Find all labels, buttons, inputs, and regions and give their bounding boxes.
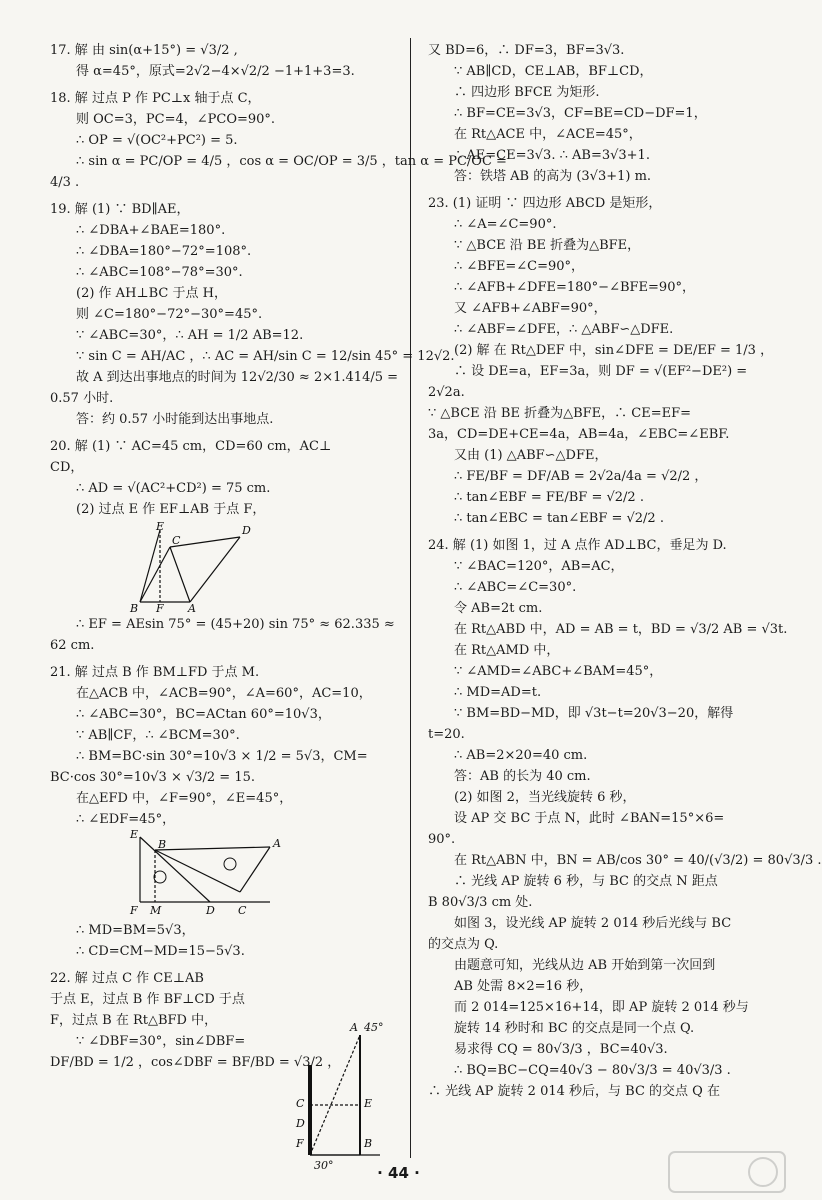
text-line: ∴ AD = √(AC²+CD²) = 75 cm. <box>76 481 271 496</box>
text-line: 在 Rt△AMD 中， <box>454 643 560 658</box>
text-line: ∴ ∠EDF=45°， <box>76 812 176 827</box>
figure-label: D <box>296 1117 305 1130</box>
text-line: ∵ ∠AMD=∠ABC+∠BAM=45°， <box>454 664 663 679</box>
text-line: 则 OC=3，PC=4，∠PCO=90°. <box>76 112 276 127</box>
text-line: ∴ MD=AD=t. <box>454 685 542 700</box>
text-line: ∴ ∠A=∠C=90°. <box>454 217 557 232</box>
figure-label: B <box>158 838 167 851</box>
text-line: ∴ OP = √(OC²+PC²) = 5. <box>76 133 238 148</box>
figure-line <box>240 847 270 892</box>
figure-label: E <box>364 1097 373 1110</box>
text-line: 62 cm. <box>50 638 95 653</box>
figure-line <box>170 547 190 602</box>
figure-label: A <box>188 602 196 615</box>
watermark-logo <box>667 1150 787 1194</box>
text-line: 而 2 014=125×16+14，即 AP 旋转 2 014 秒与 <box>454 1000 749 1015</box>
text-line: ∴ 设 DE=a，EF=3a，则 DF = √(EF²−DE²) = <box>454 364 748 379</box>
text-line: (2) 作 AH⊥BC 于点 H， <box>76 286 227 301</box>
text-line: ∴ CD=CM−MD=15−5√3. <box>76 944 245 959</box>
text-line: 2√2a. <box>428 385 465 400</box>
text-line: ∴ ∠DBA=180°−72°=108°. <box>76 244 252 259</box>
text-line: 18. 解 过点 P 作 PC⊥x 轴于点 C， <box>50 91 261 106</box>
text-line: 由题意可知，光线从边 AB 开始到第一次回到 <box>454 958 716 973</box>
text-line: ∴ ∠ABC=108°−78°=30°. <box>76 265 243 280</box>
text-line: 的交点为 Q. <box>428 937 499 952</box>
text-line: ∴ ∠ABC=∠C=30°. <box>454 580 577 595</box>
figure-label: C <box>172 534 181 547</box>
text-line: ∴ AE=CE=3√3. ∴ AB=3√3+1. <box>454 148 650 163</box>
text-line: 易求得 CQ = 80√3/3 ，BC=40√3. <box>454 1042 668 1057</box>
text-line: 20. 解 (1) ∵ AC=45 cm，CD=60 cm，AC⊥ <box>50 439 332 454</box>
text-line: 4/3 . <box>50 175 80 190</box>
text-line: 在△EFD 中，∠F=90°，∠E=45°， <box>76 791 293 806</box>
text-line: 设 AP 交 BC 于点 N，此时 ∠BAN=15°×6= <box>454 811 725 826</box>
text-line: ∵ AB∥CF，∴ ∠BCM=30°. <box>76 728 240 743</box>
figure-label: 30° <box>314 1159 334 1172</box>
text-line: 0.57 小时. <box>50 391 114 406</box>
text-line: ∴ 光线 AP 旋转 6 秒，与 BC 的交点 N 距点 <box>454 874 718 889</box>
text-line: ∵ BM=BD−MD，即 √3t−t=20√3−20，解得 <box>454 706 734 721</box>
figure-line <box>140 837 210 902</box>
text-line: (2) 如图 2，当光线旋转 6 秒， <box>454 790 636 805</box>
text-line: ∵ AB∥CD，CE⊥AB，BF⊥CD， <box>454 64 653 79</box>
text-line: ∵ ∠BAC=120°，AB=AC， <box>454 559 624 574</box>
text-line: ∴ BF=CE=3√3，CF=BE=CD−DF=1， <box>454 106 707 121</box>
figure-line <box>170 537 240 547</box>
text-line: (2) 过点 E 作 EF⊥AB 于点 F， <box>76 502 266 517</box>
text-line: ∴ BM=BC·sin 30°=10√3 × 1/2 = 5√3，CM= <box>76 749 368 764</box>
figure-line <box>190 537 240 602</box>
text-line: 在 Rt△ABN 中，BN = AB/cos 30° = 40/(√3/2) = 80√3/3 . <box>454 853 822 868</box>
text-line: 在 Rt△ABD 中，AD = AB = t，BD = √3/2 AB = √3t. <box>454 622 788 637</box>
figure-label: E <box>156 520 165 533</box>
text-line: 又 BD=6，∴ DF=3，BF=3√3. <box>428 43 625 58</box>
text-line: 22. 解 过点 C 作 CE⊥AB <box>50 971 204 986</box>
figure-label: 45° <box>364 1021 384 1034</box>
text-line: F，过点 B 在 Rt△BFD 中， <box>50 1013 218 1028</box>
text-line: ∴ tan∠EBC = tan∠EBF = √2/2 . <box>454 511 664 526</box>
text-line: ∵ sin C = AH/AC ，∴ AC = AH/sin C = 12/sin 45° = 12√2. <box>76 349 455 364</box>
figure-label: A <box>273 837 281 850</box>
text-line: 如图 3，设光线 AP 旋转 2 014 秒后光线与 BC <box>454 916 732 931</box>
figure-line <box>155 847 270 850</box>
text-line: 23. (1) 证明 ∵ 四边形 ABCD 是矩形， <box>428 196 662 211</box>
text-line: ∴ FE/BF = DF/AB = 2√2a/4a = √2/2 ， <box>454 469 708 484</box>
text-line: B 80√3/3 cm 处. <box>428 895 533 910</box>
figure-22 <box>290 1015 385 1175</box>
text-line: ∴ ∠ABF=∠DFE，∴ △ABF∽△DFE. <box>454 322 674 337</box>
text-line: ∴ AB=2×20=40 cm. <box>454 748 588 763</box>
text-line: 答：约 0.57 小时能到达出事地点. <box>76 412 274 427</box>
text-line: 故 A 到达出事地点的时间为 12√2/30 ≈ 2×1.414/5 = <box>76 370 399 385</box>
figure-20 <box>130 520 260 615</box>
text-line: ∴ sin α = PC/OP = 4/5 ，cos α = OC/OP = 3/5 ，tan α = PC/OC = <box>76 154 507 169</box>
text-line: ∴ MD=BM=5√3， <box>76 923 195 938</box>
text-line: 又由 (1) △ABF∽△DFE， <box>454 448 608 463</box>
text-line: 21. 解 过点 B 作 BM⊥FD 于点 M. <box>50 665 260 680</box>
figure-line <box>155 850 240 892</box>
text-line: ∵ △BCE 沿 BE 折叠为△BFE，∴ CE=EF= <box>428 406 691 421</box>
text-line: 90°. <box>428 832 456 847</box>
text-line: ∴ 四边形 BFCE 为矩形. <box>454 85 600 100</box>
text-line: DF/BD = 1/2 ，cos∠DBF = BF/BD = √3/2 ， <box>50 1055 341 1070</box>
figure-21 <box>130 828 290 918</box>
text-line: ∴ EF = AEsin 75° = (45+20) sin 75° ≈ 62.335 ≈ <box>76 617 395 632</box>
text-line: 答：AB 的长为 40 cm. <box>454 769 591 784</box>
figure-line <box>140 547 170 602</box>
text-line: ∴ tan∠EBF = FE/BF = √2/2 . <box>454 490 644 505</box>
text-line: ∵ ∠DBF=30°，sin∠DBF= <box>76 1034 246 1049</box>
text-line: ∴ ∠AFB+∠DFE=180°−∠BFE=90°， <box>454 280 695 295</box>
page-number: · 44 · <box>377 1164 420 1182</box>
text-line: AB 处需 8×2=16 秒， <box>454 979 593 994</box>
text-line: ∴ ∠BFE=∠C=90°， <box>454 259 585 274</box>
text-line: ∴ BQ=BC−CQ=40√3 − 80√3/3 = 40√3/3 . <box>454 1063 731 1078</box>
figure-label: C <box>238 904 247 917</box>
text-line: 得 α=45°，原式=2√2−4×√2/2 −1+1+3=3. <box>76 64 355 79</box>
text-line: 3a，CD=DE+CE=4a，AB=4a，∠EBC=∠EBF. <box>428 427 730 442</box>
figure-line <box>310 1035 360 1155</box>
figure-label: A <box>350 1021 358 1034</box>
text-line: ∴ ∠ABC=30°，BC=ACtan 60°=10√3， <box>76 707 331 722</box>
figure-label: F <box>130 904 138 917</box>
figure-label: E <box>130 828 139 841</box>
text-line: 旋转 14 秒时和 BC 的交点是同一个点 Q. <box>454 1021 695 1036</box>
figure-label: B <box>130 602 139 615</box>
figure-label: B <box>364 1137 373 1150</box>
text-line: 又 ∠AFB+∠ABF=90°， <box>454 301 607 316</box>
figure-line <box>140 530 160 602</box>
figure-label: D <box>242 524 251 537</box>
text-line: 17. 解 由 sin(α+15°) = √3/2 , <box>50 43 238 58</box>
text-line: (2) 解 在 Rt△DEF 中，sin∠DFE = DE/EF = 1/3 ， <box>454 343 774 358</box>
figure-label: F <box>156 602 164 615</box>
text-line: 于点 E，过点 B 作 BF⊥CD 于点 <box>50 992 245 1007</box>
text-line: t=20. <box>428 727 465 742</box>
text-line: 在△ACB 中，∠ACB=90°，∠A=60°，AC=10， <box>76 686 372 701</box>
right-column <box>428 40 822 1102</box>
text-line: 19. 解 (1) ∵ BD∥AE， <box>50 202 190 217</box>
figure-label: D <box>206 904 215 917</box>
text-line: 则 ∠C=180°−72°−30°=45°. <box>76 307 263 322</box>
text-line: 答：铁塔 AB 的高为 (3√3+1) m. <box>454 169 652 184</box>
text-line: ∵ ∠ABC=30°，∴ AH = 1/2 AB=12. <box>76 328 304 343</box>
column-divider <box>410 38 411 1158</box>
text-line: 在 Rt△ACE 中，∠ACE=45°， <box>454 127 642 142</box>
figure-label: C <box>296 1097 305 1110</box>
text-line: ∵ △BCE 沿 BE 折叠为△BFE， <box>454 238 641 253</box>
figure-label: M <box>150 904 162 917</box>
text-line: BC·cos 30°=10√3 × √3/2 = 15. <box>50 770 256 785</box>
figure-label: F <box>296 1137 304 1150</box>
text-line: 24. 解 (1) 如图 1，过 A 点作 AD⊥BC，垂足为 D. <box>428 538 727 553</box>
text-line: 令 AB=2t cm. <box>454 601 543 616</box>
text-line: ∴ ∠DBA+∠BAE=180°. <box>76 223 226 238</box>
text-line: CD， <box>50 460 84 475</box>
text-line: ∴ 光线 AP 旋转 2 014 秒后，与 BC 的交点 Q 在 <box>428 1084 720 1099</box>
